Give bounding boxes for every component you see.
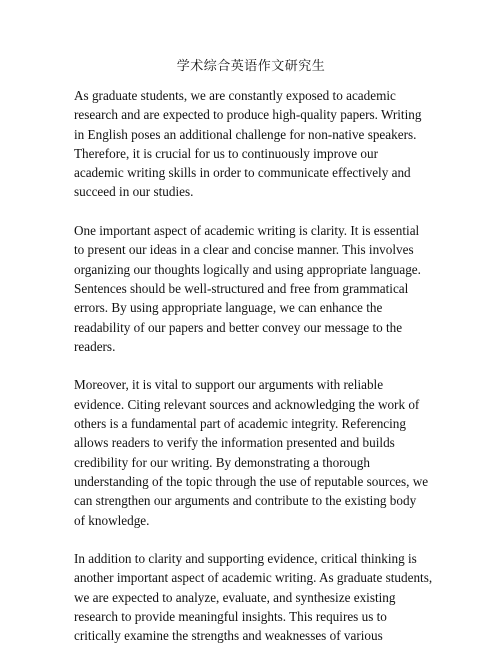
text-line: others is a fundamental part of academic integrity. Referencing (74, 416, 406, 432)
paragraph-1 (74, 86, 422, 202)
paragraph-4 (74, 549, 433, 645)
text-line: organizing our thoughts logically and using appropriate language. (74, 261, 421, 277)
text-line: readers. (74, 338, 116, 354)
text-line: of knowledge. (74, 512, 150, 528)
text-line: One important aspect of academic writing is clarity. It is essential (74, 223, 420, 239)
text-line: errors. By using appropriate language, we can enhance the (74, 300, 383, 316)
text-line: understanding of the topic through the use of reputable sources, we (74, 473, 429, 489)
text-line: research to provide meaningful insights. This requires us to (74, 609, 387, 625)
text-line: research and are expected to produce high-quality papers. Writing (74, 107, 422, 123)
document-title: 学术综合英语作文研究生 (176, 59, 326, 74)
text-line: Sentences should be well-structured and free from grammatical (74, 280, 409, 296)
text-line: As graduate students, we are constantly exposed to academic (74, 88, 396, 103)
document-body (74, 86, 433, 665)
text-line: can strengthen our arguments and contribute to the existing body (74, 493, 417, 509)
text-line: succeed in our studies. (74, 184, 194, 200)
text-line: allows readers to verify the information presented and builds (74, 435, 395, 451)
text-line: readability of our papers and better convey our message to the (74, 319, 403, 335)
text-line: in English poses an additional challenge for non-native speakers. (74, 126, 417, 142)
text-line: another important aspect of academic writing. As graduate students, (74, 570, 433, 586)
text-line: to present our ideas in a clear and concise manner. This involves (74, 242, 414, 258)
text-line: Moreover, it is vital to support our arguments with reliable (74, 377, 384, 393)
text-line: academic writing skills in order to communicate effectively and (74, 165, 411, 181)
text-line: critically examine the strengths and weaknesses of various (74, 628, 383, 644)
paragraph-3 (74, 375, 429, 529)
text-line: evidence. Citing relevant sources and acknowledging the work of (74, 396, 420, 412)
text-line: credibility for our writing. By demonstrating a thorough (74, 454, 370, 470)
text-line: In addition to clarity and supporting evidence, critical thinking is (74, 551, 417, 567)
text-line: we are expected to analyze, evaluate, and synthesize existing (74, 589, 396, 605)
paragraph-2 (74, 221, 419, 356)
text-line: Therefore, it is crucial for us to continuously improve our (74, 145, 378, 161)
